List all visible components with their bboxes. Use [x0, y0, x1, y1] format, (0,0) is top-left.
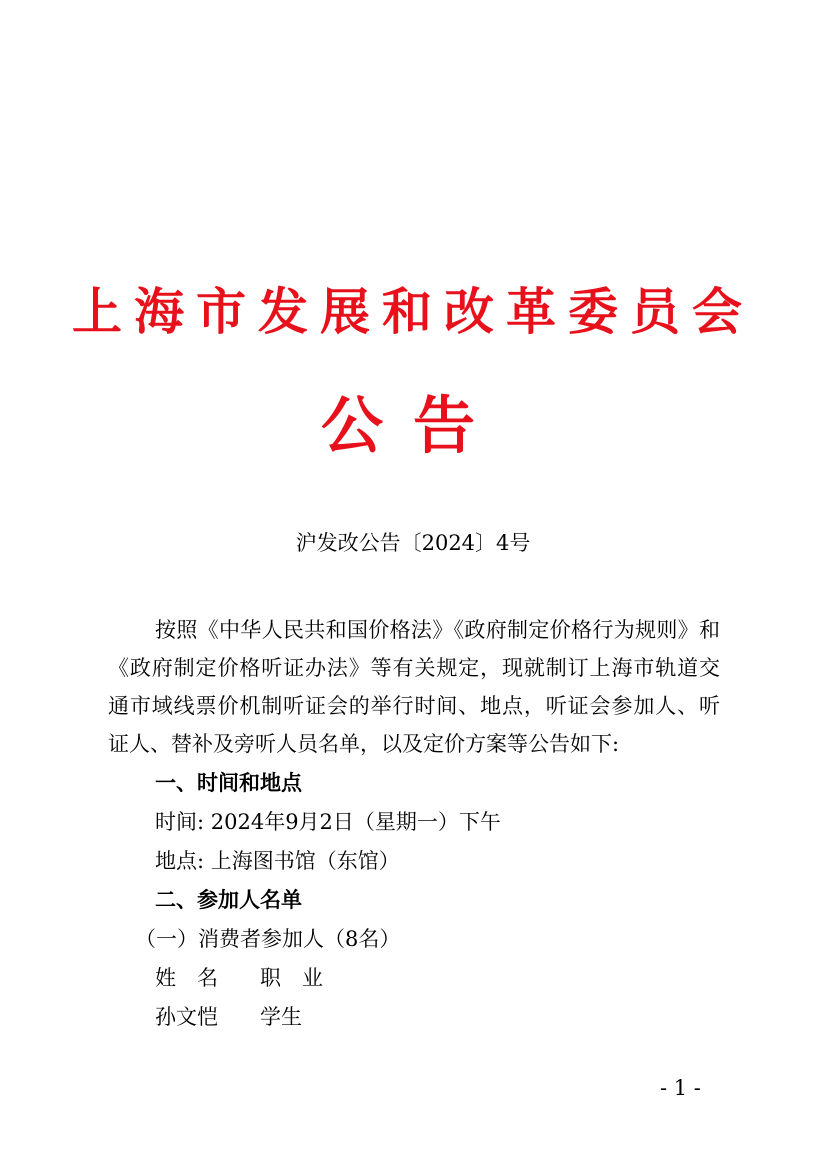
section-heading-time-place: 一、时间和地点 — [155, 771, 302, 795]
participant-name: 孙文恺 — [155, 1005, 218, 1029]
place-line: 地点: 上海图书馆（东馆） — [155, 849, 400, 873]
table-header — [155, 962, 323, 992]
issuer-title: 上海市发展和改革委员会 — [72, 282, 754, 341]
section-heading-participants: 二、参加人名单 — [155, 888, 302, 912]
intro-line-1: 按照《中华人民共和国价格法》《政府制定价格行为规则》和 — [155, 618, 720, 642]
column-header-name: 姓 名 — [155, 966, 218, 990]
intro-line-2: 《政府制定价格听证办法》等有关规定，现就制订上海市轨道交 — [108, 656, 720, 680]
intro-line-4: 证人、替补及旁听人员名单，以及定价方案等公告如下: — [108, 732, 620, 756]
page-number: - 1 - — [660, 1076, 701, 1100]
participant-occupation: 学生 — [260, 1005, 302, 1029]
table-row — [155, 1001, 302, 1031]
subsection-consumer-participants: （一）消费者参加人（8名） — [135, 927, 401, 951]
intro-line-3: 通市域线票价机制听证会的举行时间、地点，听证会参加人、听 — [108, 694, 720, 718]
time-line: 时间: 2024年9月2日（星期一）下午 — [155, 810, 501, 834]
document-number: 沪发改公告〔2024〕4号 — [295, 531, 531, 555]
notice-title: 公告 — [320, 389, 505, 462]
column-header-occupation: 职 业 — [260, 966, 323, 990]
